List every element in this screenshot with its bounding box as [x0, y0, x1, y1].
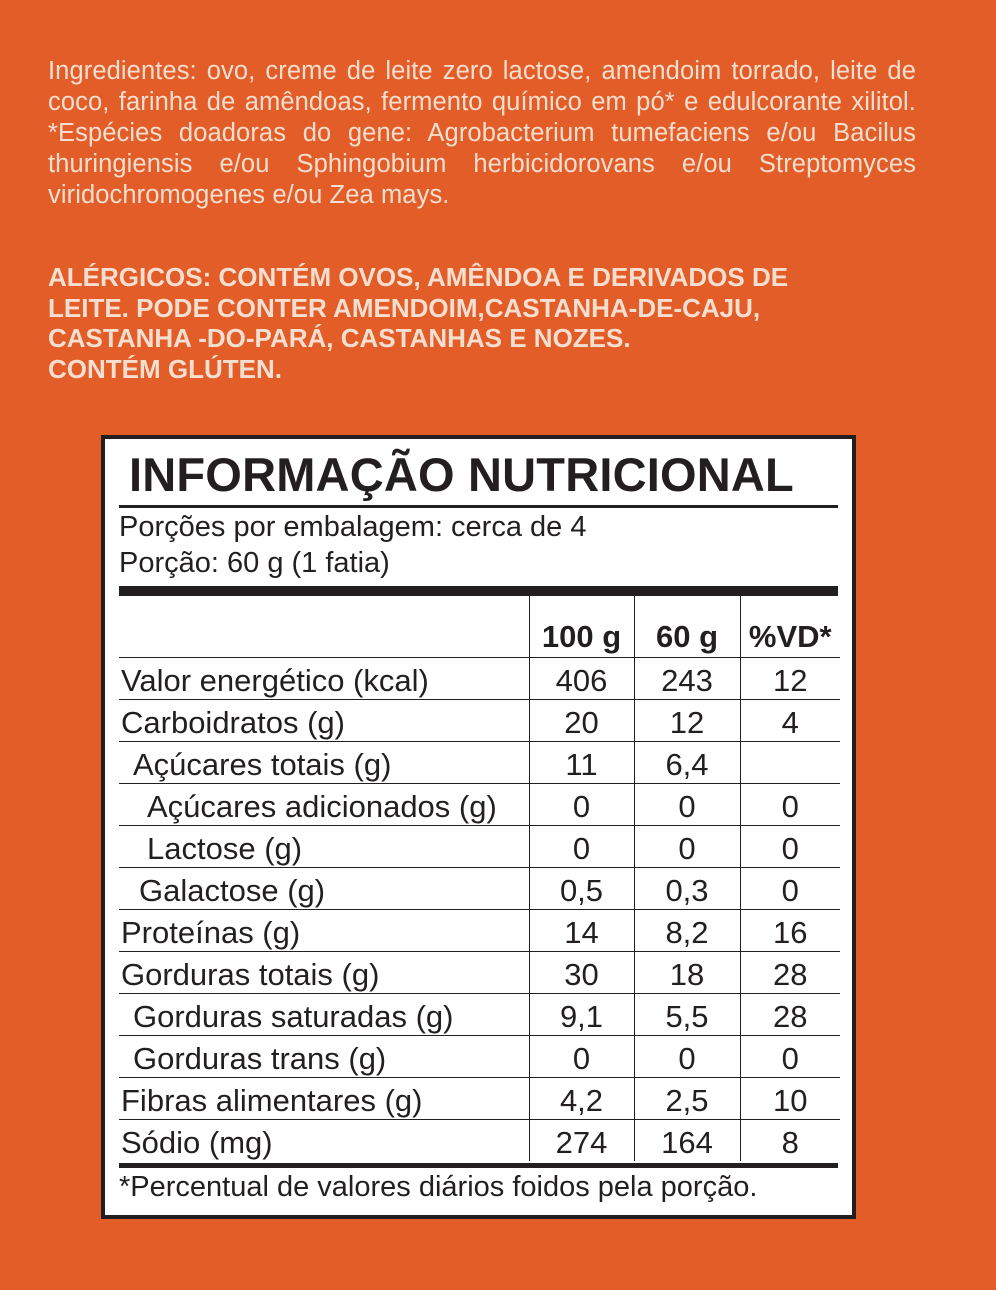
table-row — [119, 658, 840, 700]
value-portion: 0 — [634, 784, 740, 826]
value-portion: 6,4 — [634, 742, 740, 784]
value-100g: 11 — [529, 742, 634, 784]
value-100g: 0,5 — [529, 868, 634, 910]
column-header: 100 g — [529, 596, 634, 658]
nutrition-table — [119, 596, 840, 1161]
table-row — [119, 1036, 840, 1078]
value-100g: 0 — [529, 784, 634, 826]
value-portion: 243 — [634, 658, 740, 700]
value-dv: 8 — [740, 1120, 840, 1162]
nutrient-label: Proteínas (g) — [119, 910, 529, 952]
allergen-line: ALÉRGICOS: CONTÉM OVOS, AMÊNDOA E DERIVADOS DE — [48, 262, 789, 292]
thick-divider — [119, 1163, 838, 1168]
table-row — [119, 1120, 840, 1162]
value-portion: 2,5 — [634, 1078, 740, 1120]
value-dv: 0 — [740, 826, 840, 868]
value-dv: 12 — [740, 658, 840, 700]
allergen-line: CASTANHA -DO-PARÁ, CASTANHAS E NOZES. — [48, 323, 631, 353]
nutrient-label: Fibras alimentares (g) — [119, 1078, 529, 1120]
value-100g: 4,2 — [529, 1078, 634, 1120]
allergen-line: CONTÉM GLÚTEN. — [48, 353, 282, 384]
table-row — [119, 1078, 840, 1120]
nutrient-label: Lactose (g) — [119, 826, 529, 868]
value-100g: 30 — [529, 952, 634, 994]
table-row — [119, 910, 840, 952]
value-100g: 274 — [529, 1120, 634, 1162]
nutrient-label: Gorduras saturadas (g) — [119, 994, 529, 1036]
value-100g: 0 — [529, 1036, 634, 1078]
value-portion: 164 — [634, 1120, 740, 1162]
table-row — [119, 742, 840, 784]
ingredients-text: Ingredientes: ovo, creme de leite zero lactose, amendoim torrado, leite de coco, farinha de amêndoas, fermento químico em pó* e edulcorante xilitol. *Espécies doadoras do gene: Agrobacterium tumefaciens e/ou Bacilus thuringiensis e/ou Sphingobium herbicidorovans e/ou Streptomyces viridochromogenes e/ou Zea mays. — [48, 57, 916, 209]
nutrient-label: Galactose (g) — [119, 868, 529, 910]
value-100g: 0 — [529, 826, 634, 868]
thick-divider — [119, 586, 838, 596]
value-100g: 14 — [529, 910, 634, 952]
serving-info — [119, 509, 586, 581]
nutrition-title: INFORMAÇÃO NUTRICIONAL — [129, 448, 794, 501]
value-dv: 0 — [740, 1036, 840, 1078]
table-row — [119, 994, 840, 1036]
value-portion: 12 — [634, 700, 740, 742]
footnote: *Percentual de valores diários foidos pela porção. — [119, 1171, 758, 1203]
value-portion: 5,5 — [634, 994, 740, 1036]
value-dv: 0 — [740, 784, 840, 826]
divider — [119, 505, 838, 508]
column-header: %VD* — [740, 596, 840, 658]
table-row — [119, 784, 840, 826]
servings-per-package: Porções por embalagem: cerca de 4 — [119, 511, 587, 543]
nutrient-label: Carboidratos (g) — [119, 700, 529, 742]
nutrient-label: Sódio (mg) — [121, 1125, 273, 1160]
value-portion: 0 — [634, 826, 740, 868]
nutrient-label: Valor energético (kcal) — [119, 658, 529, 700]
value-dv: 16 — [740, 910, 840, 952]
value-portion: 18 — [634, 952, 740, 994]
nutrition-facts-panel — [101, 435, 856, 1219]
nutrient-label: Gorduras totais (g) — [119, 952, 529, 994]
column-header: 60 g — [634, 596, 740, 658]
value-dv: 4 — [740, 700, 840, 742]
value-portion: 0,3 — [634, 868, 740, 910]
value-100g: 9,1 — [529, 994, 634, 1036]
serving-size: Porção: 60 g (1 fatia) — [119, 547, 390, 579]
value-portion: 8,2 — [634, 910, 740, 952]
value-dv: 0 — [740, 868, 840, 910]
value-dv: 28 — [740, 952, 840, 994]
nutrient-label: Gorduras trans (g) — [119, 1036, 529, 1078]
table-row — [119, 826, 840, 868]
value-dv — [740, 742, 840, 784]
value-100g: 20 — [529, 700, 634, 742]
allergen-warning — [48, 262, 916, 384]
nutrient-label: Açúcares adicionados (g) — [119, 784, 529, 826]
header-label-cell — [119, 596, 529, 658]
table-row — [119, 868, 840, 910]
table-row — [119, 952, 840, 994]
value-dv: 10 — [740, 1078, 840, 1120]
value-portion: 0 — [634, 1036, 740, 1078]
value-dv: 28 — [740, 994, 840, 1036]
nutrient-label: Açúcares totais (g) — [119, 742, 529, 784]
table-row — [119, 700, 840, 742]
allergen-line: LEITE. PODE CONTER AMENDOIM,CASTANHA-DE-CAJU, — [48, 292, 761, 323]
table-header-row — [119, 596, 840, 658]
value-100g: 406 — [529, 658, 634, 700]
